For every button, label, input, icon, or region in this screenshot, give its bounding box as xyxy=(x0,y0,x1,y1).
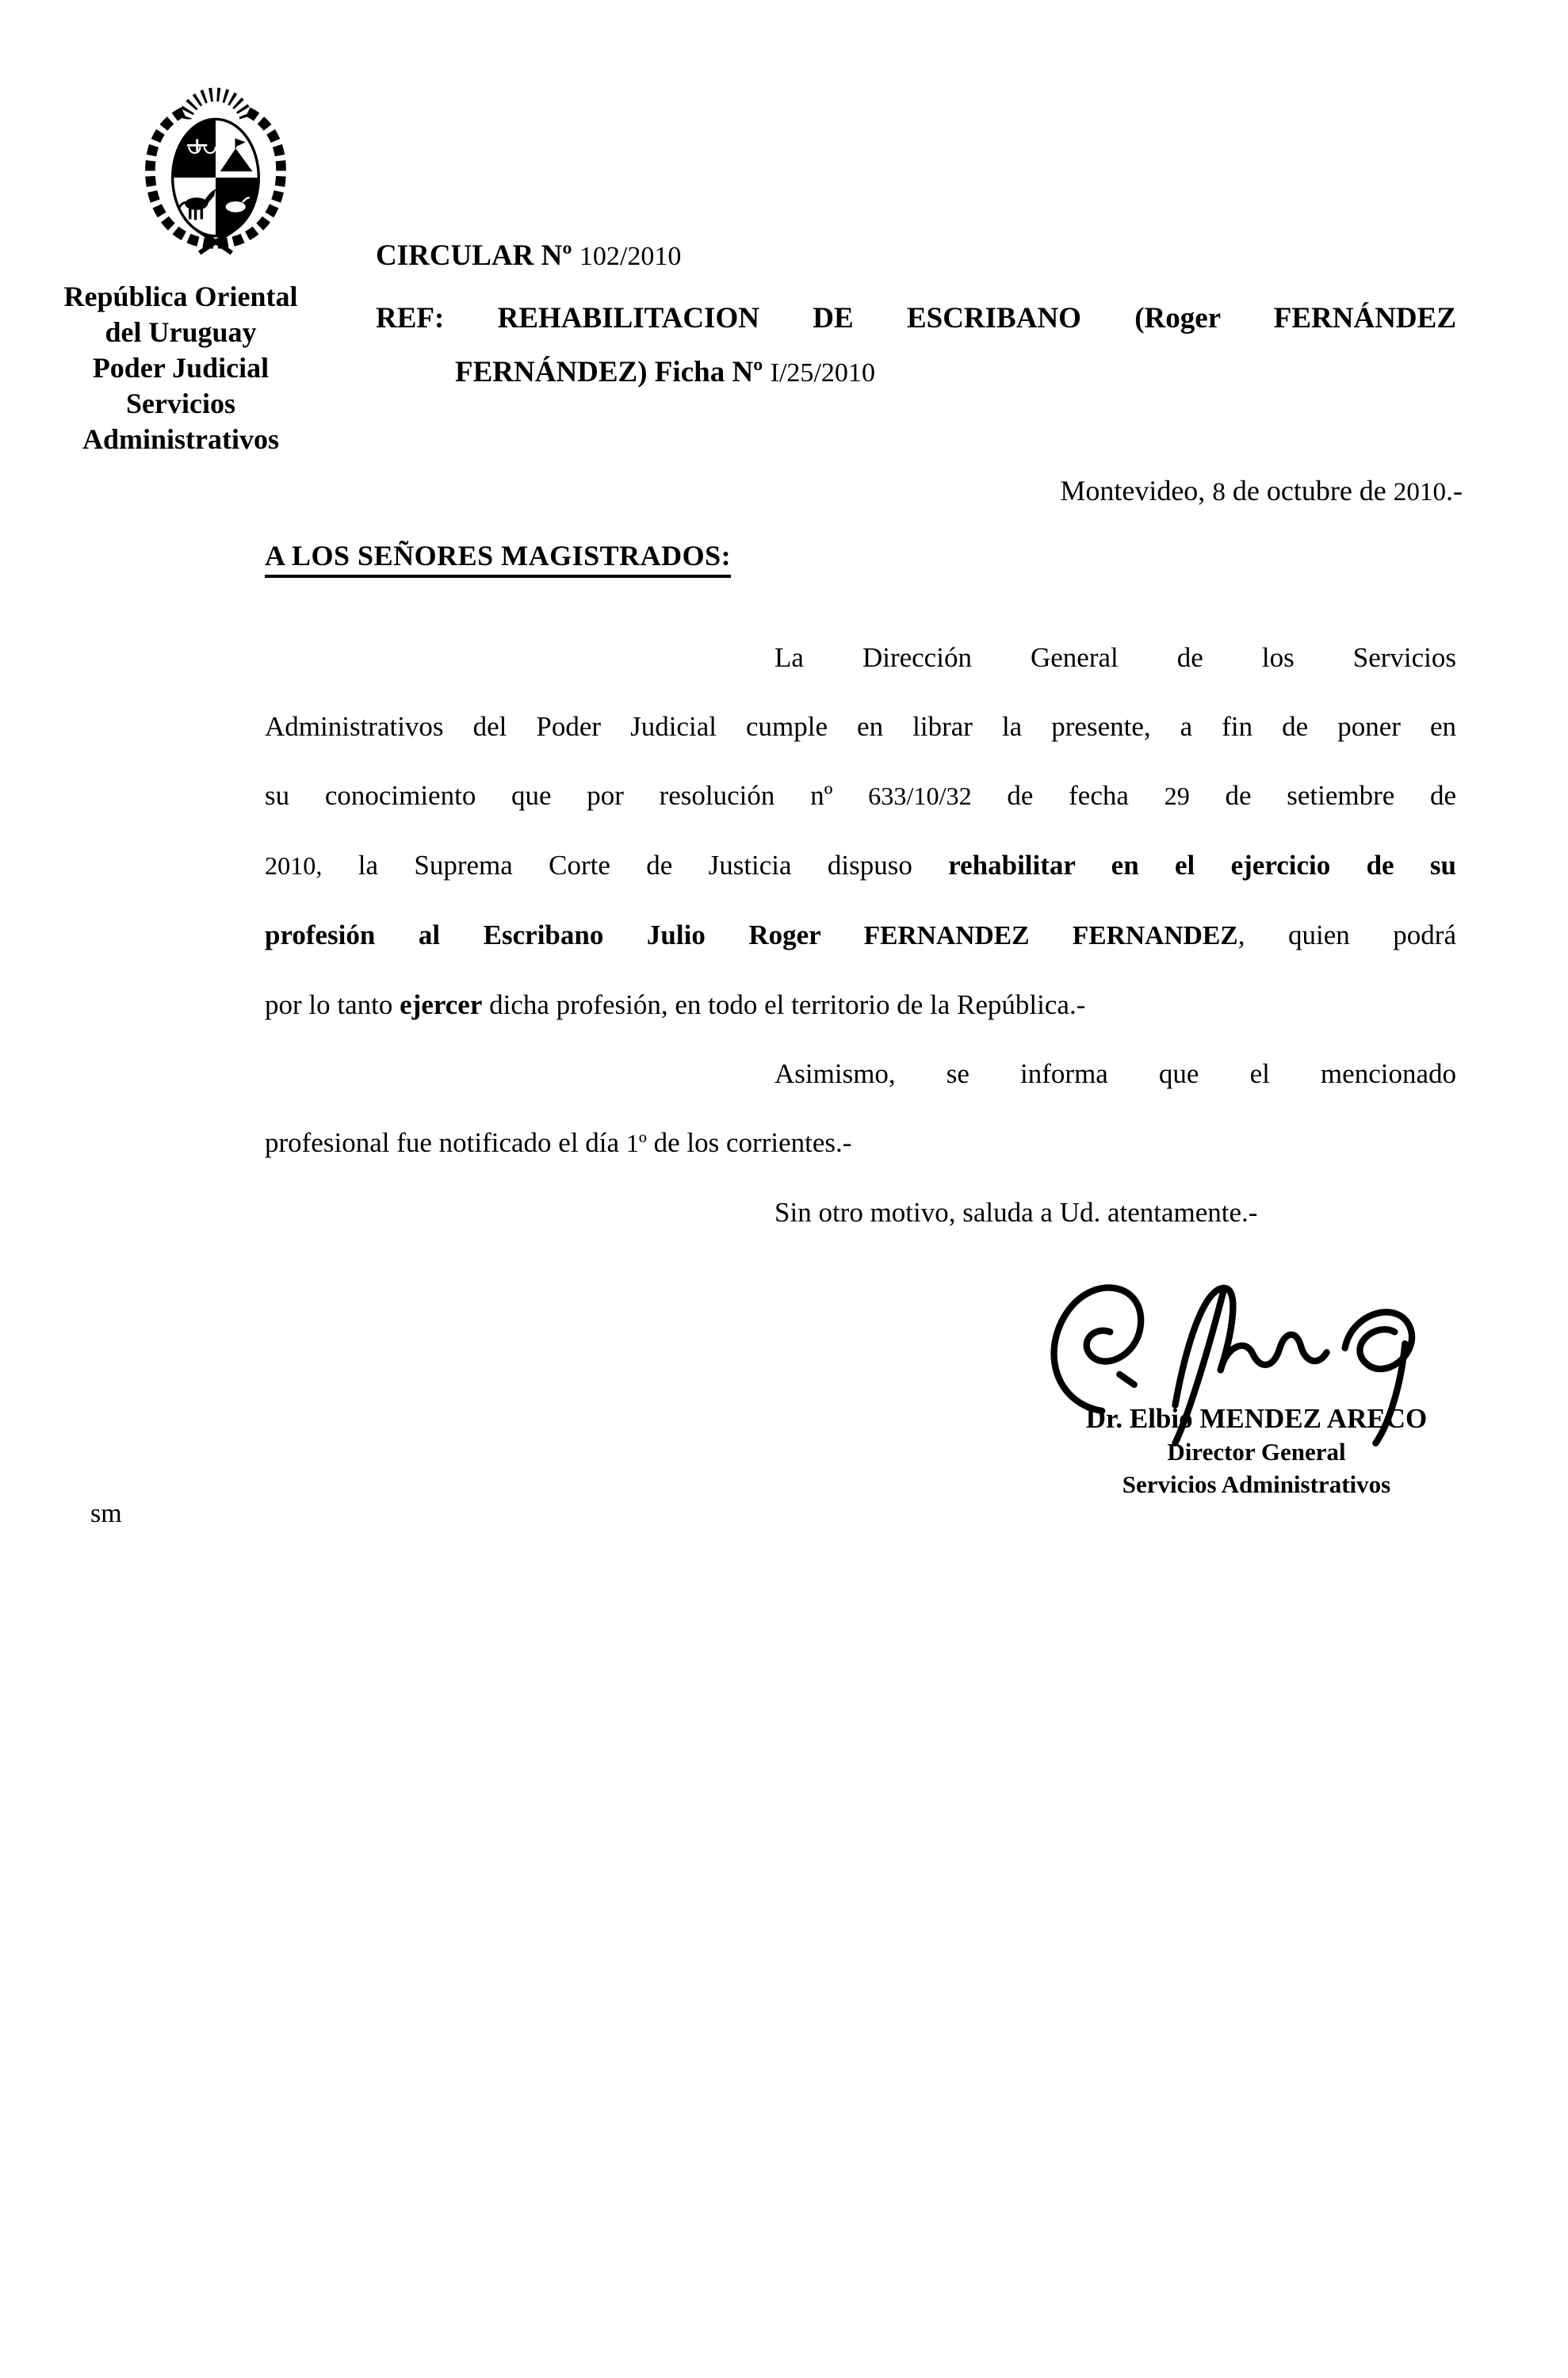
body-line xyxy=(265,761,1456,831)
addressee-label: A LOS SEÑORES MAGISTRADOS: xyxy=(265,539,731,578)
institution-line: Administrativos xyxy=(82,423,279,455)
date-line xyxy=(376,472,1463,510)
text-segment: Administrativos del Poder Judicial cumple en librar la presente, a fin de poner en xyxy=(265,711,1456,742)
text-segment: I/25/2010 xyxy=(770,358,875,388)
addressee-heading xyxy=(265,539,731,578)
institution-line: del Uruguay xyxy=(105,316,257,348)
text-segment: .- xyxy=(1446,475,1463,507)
text-segment: , quien podrá xyxy=(1237,919,1456,950)
header-block xyxy=(376,238,1456,392)
body-line xyxy=(265,1178,1456,1247)
body-line xyxy=(265,1039,1456,1108)
text-segment: dicha profesión, en todo el territorio de la República.- xyxy=(482,989,1086,1020)
signer-name: Dr. Elbio MENDEZ ARECO xyxy=(1085,1403,1428,1434)
institution-line: Servicios xyxy=(126,388,235,419)
text-segment: por lo tanto xyxy=(265,989,400,1020)
body-line xyxy=(265,831,1456,900)
text-segment: Asimismo, se informa que el mencionado xyxy=(774,1058,1456,1089)
institution-line: República Oriental xyxy=(63,281,298,312)
text-segment: La Dirección General de los Servicios xyxy=(774,642,1456,673)
institution-line: Poder Judicial xyxy=(92,352,270,384)
text-segment: 1º xyxy=(625,1129,647,1157)
text-segment: 8 xyxy=(1212,477,1226,507)
text-segment: de los corrientes.- xyxy=(646,1127,852,1158)
text-segment: CIRCULAR Nº xyxy=(376,239,579,272)
reference-line-2 xyxy=(376,354,1456,392)
uruguay-coat-of-arms-svg xyxy=(117,76,314,257)
text-segment: FERNANDEZ FERNANDEZ xyxy=(863,921,1238,950)
body-line xyxy=(265,900,1456,970)
signature-icon xyxy=(1027,1259,1447,1449)
text-segment: 633/10/32 xyxy=(868,782,972,810)
typist-initials: sm xyxy=(90,1499,122,1528)
text-segment: profesional fue notificado el día xyxy=(265,1127,626,1158)
body-line xyxy=(265,623,1456,692)
body-text xyxy=(265,623,1456,1247)
text-segment: Montevideo, xyxy=(1060,475,1213,507)
text-segment: Sin otro motivo, saluda a Ud. atentamente.- xyxy=(774,1197,1258,1228)
institution-block xyxy=(22,279,339,457)
body-line xyxy=(265,1108,1456,1178)
reference-line-1 xyxy=(376,300,1456,337)
body-line xyxy=(265,970,1456,1039)
coat-of-arms-icon xyxy=(117,76,314,257)
text-segment: ejercer xyxy=(400,989,483,1020)
text-segment: la Suprema Corte de Justicia dispuso xyxy=(322,850,949,881)
text-segment: 29 xyxy=(1164,782,1190,810)
text-segment: su conocimiento que por resolución nº xyxy=(265,780,869,811)
text-segment: FERNÁNDEZ) Ficha Nº xyxy=(455,356,771,388)
text-segment: rehabilitar en el ejercicio de su xyxy=(948,850,1456,881)
signer-department: Servicios Administrativos xyxy=(1122,1470,1391,1498)
text-segment: profesión al Escribano Julio Roger xyxy=(265,919,864,950)
text-segment: 2010 xyxy=(1393,477,1446,507)
text-segment: de setiembre de xyxy=(1189,780,1456,811)
text-segment: REF: REHABILITACION DE ESCRIBANO (Roger FERNÁNDEZ xyxy=(376,302,1456,335)
body-line xyxy=(265,692,1456,761)
text-segment: de fecha xyxy=(971,780,1165,811)
text-segment: 102/2010 xyxy=(579,242,682,271)
text-segment: 2010, xyxy=(265,851,323,880)
circular-number-line xyxy=(376,238,1456,275)
handwritten-signature-svg xyxy=(1027,1259,1447,1449)
text-segment: de octubre de xyxy=(1225,475,1394,507)
signer-title: Director General xyxy=(1167,1438,1346,1466)
